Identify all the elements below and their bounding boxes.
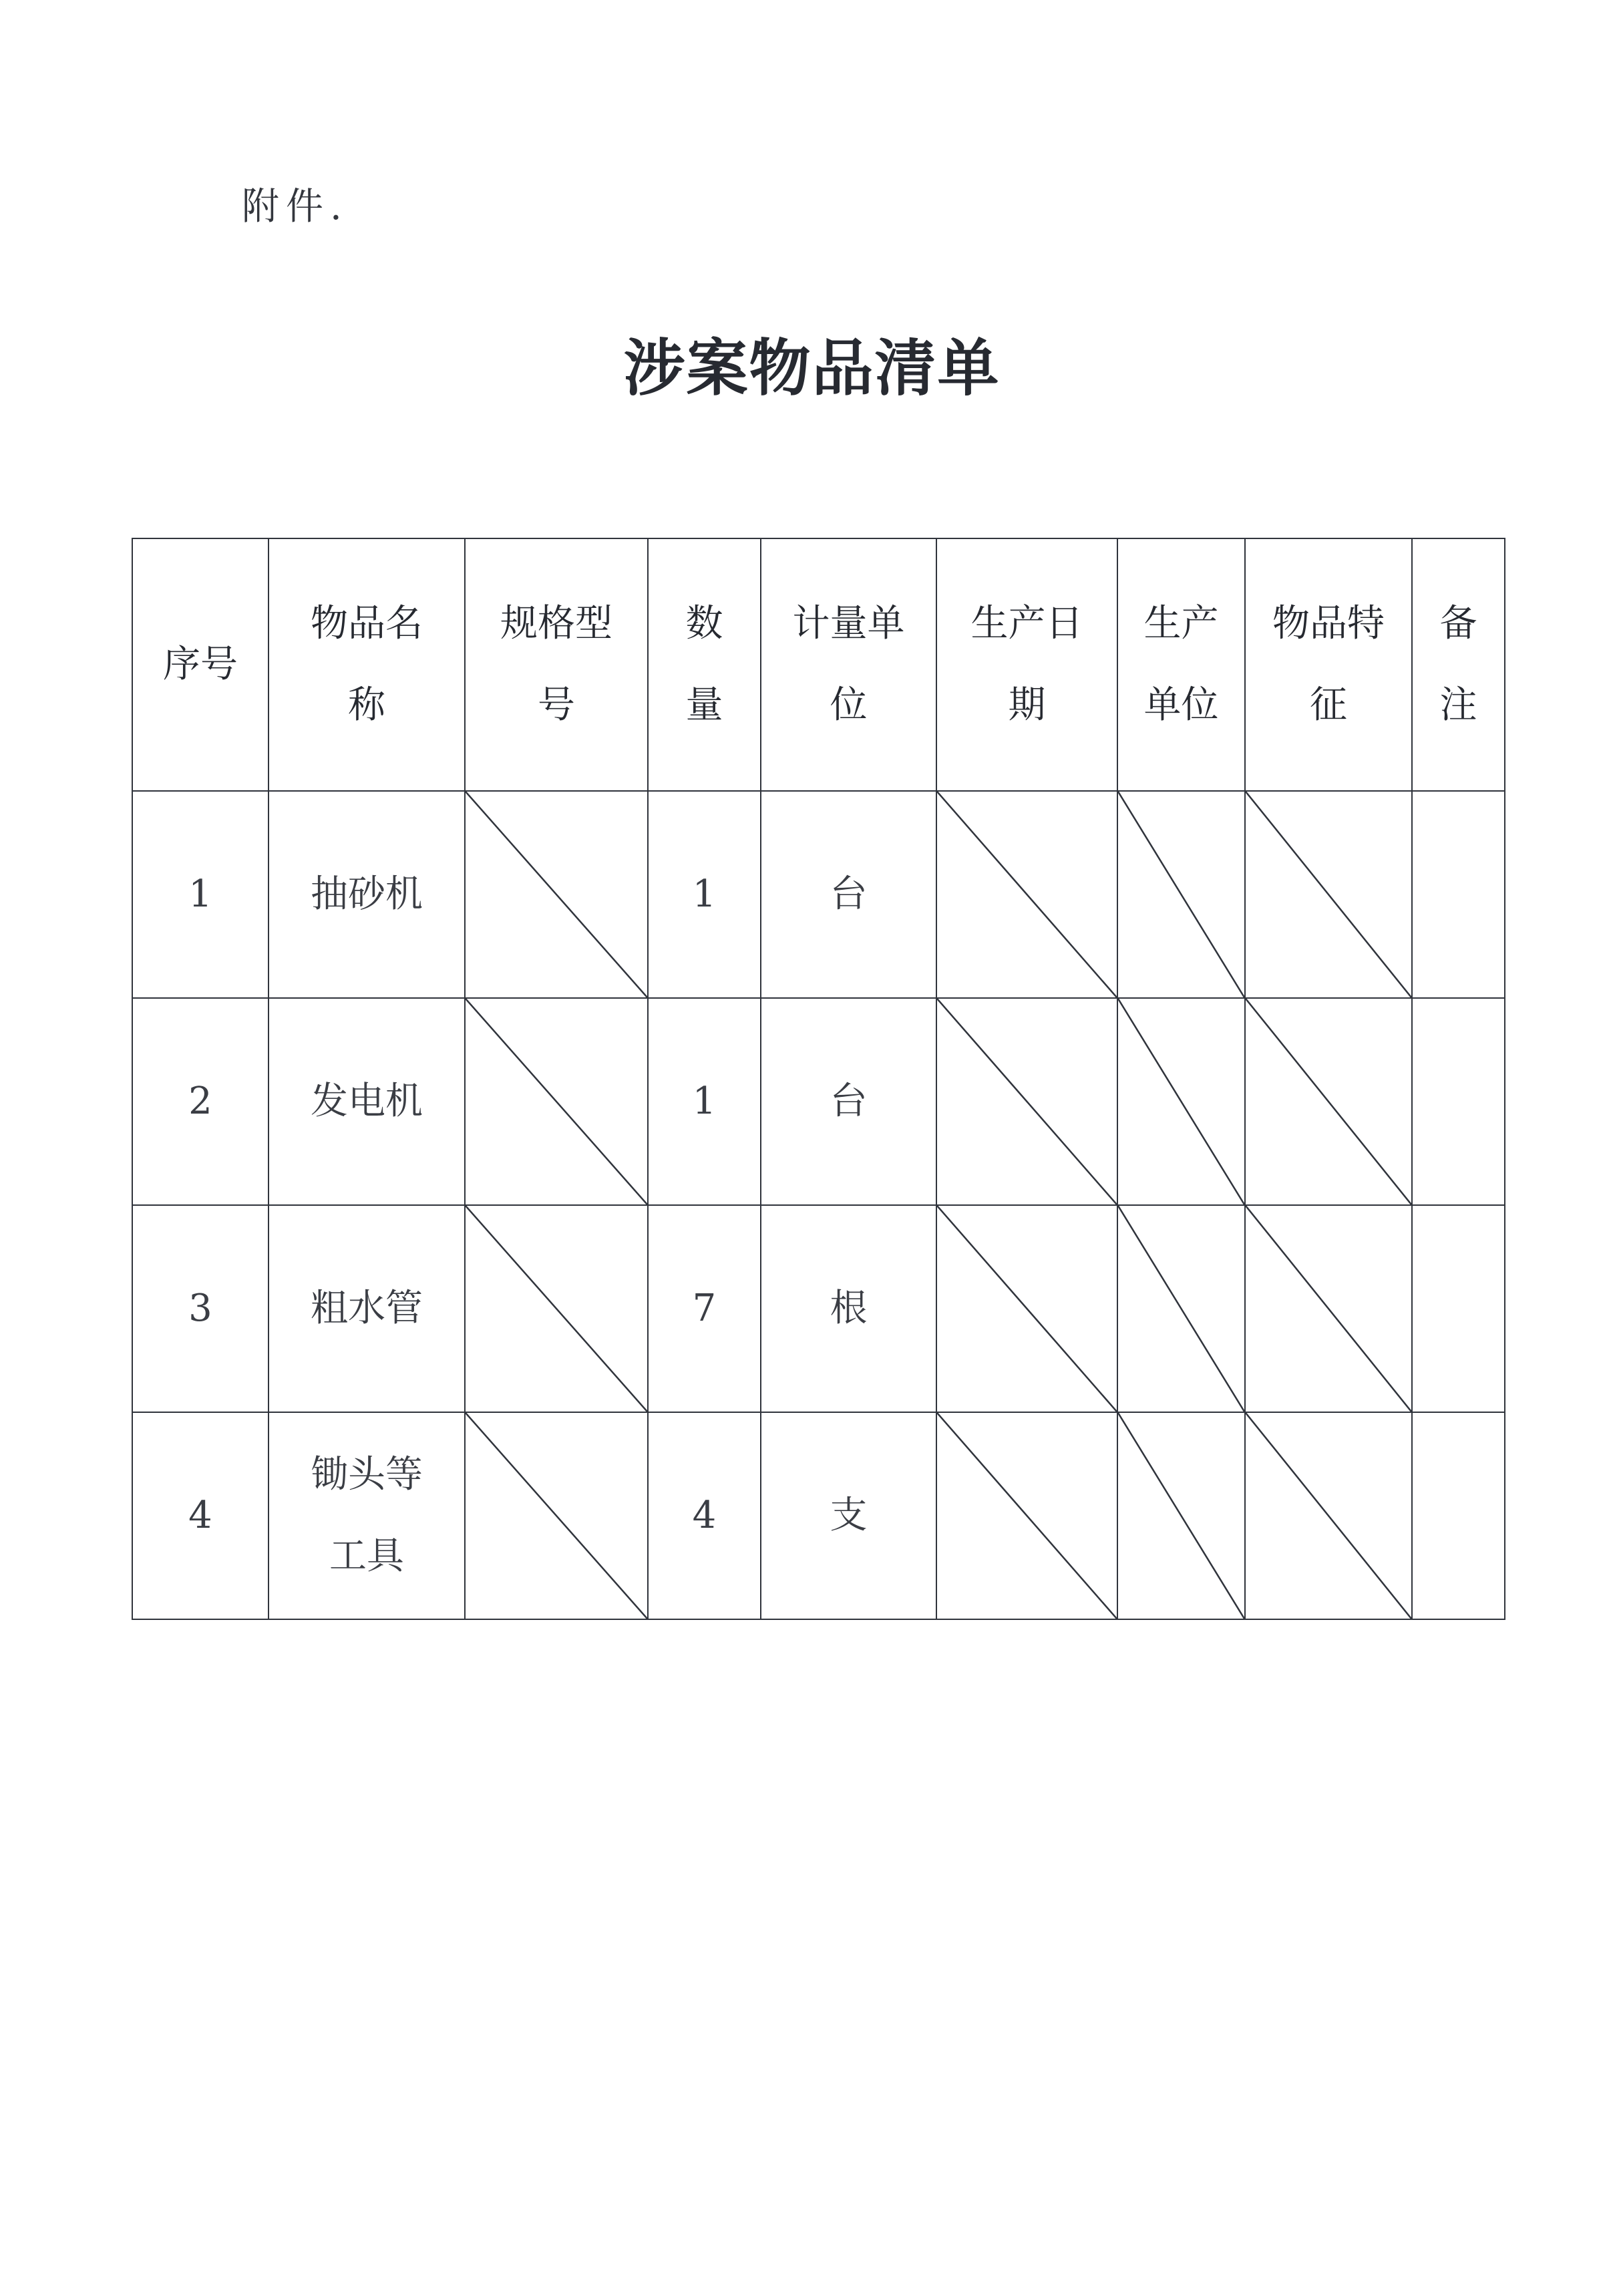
diagonal-strike-icon <box>1118 1413 1244 1619</box>
cell-remarks <box>1412 1412 1505 1619</box>
diagonal-strike-icon <box>1246 792 1411 997</box>
cell-name: 发电机 <box>269 998 465 1205</box>
diagonal-strike-icon <box>1118 792 1244 997</box>
cell-remarks <box>1412 998 1505 1205</box>
cell-seq: 4 <box>132 1412 269 1619</box>
items-table-container <box>132 538 1504 1619</box>
diagonal-strike-icon <box>1246 1413 1411 1619</box>
cell-unit: 支 <box>761 1412 936 1619</box>
table-header-row <box>132 538 1505 791</box>
cell-prod-date-struck <box>936 791 1117 998</box>
cell-manufacturer-struck <box>1117 998 1245 1205</box>
diagonal-strike-icon <box>937 1413 1117 1619</box>
seized-items-table <box>132 538 1505 1620</box>
cell-qty: 1 <box>648 791 761 998</box>
diagonal-strike-icon <box>1118 999 1244 1204</box>
cell-manufacturer-struck <box>1117 791 1245 998</box>
cell-spec-struck <box>465 791 648 998</box>
cell-prod-date-struck <box>936 1412 1117 1619</box>
cell-qty: 7 <box>648 1205 761 1412</box>
document-title: 涉案物品清单 <box>623 332 1001 404</box>
diagonal-strike-icon <box>1246 999 1411 1204</box>
cell-manufacturer-struck <box>1117 1412 1245 1619</box>
diagonal-strike-icon <box>466 792 647 997</box>
diagonal-strike-icon <box>1246 1206 1411 1412</box>
cell-spec-struck <box>465 1205 648 1412</box>
cell-name: 锄头等工具 <box>269 1412 465 1619</box>
cell-features-struck <box>1245 791 1412 998</box>
cell-remarks <box>1412 791 1505 998</box>
cell-name: 抽砂机 <box>269 791 465 998</box>
header-manufacturer: 生产单位 <box>1117 538 1245 791</box>
cell-features-struck <box>1245 1412 1412 1619</box>
cell-unit: 台 <box>761 791 936 998</box>
table-row <box>132 1412 1505 1619</box>
header-features: 物品特征 <box>1245 538 1412 791</box>
cell-features-struck <box>1245 998 1412 1205</box>
diagonal-strike-icon <box>466 999 647 1204</box>
cell-spec-struck <box>465 998 648 1205</box>
header-unit: 计量单位 <box>761 538 936 791</box>
header-name: 物品名称 <box>269 538 465 791</box>
cell-features-struck <box>1245 1205 1412 1412</box>
diagonal-strike-icon <box>937 792 1117 997</box>
header-remarks: 备注 <box>1412 538 1505 791</box>
cell-remarks <box>1412 1205 1505 1412</box>
attachment-label: 附件. <box>242 185 349 228</box>
cell-unit: 根 <box>761 1205 936 1412</box>
table-row <box>132 791 1505 998</box>
cell-spec-struck <box>465 1412 648 1619</box>
cell-seq: 3 <box>132 1205 269 1412</box>
table-row <box>132 1205 1505 1412</box>
diagonal-strike-icon <box>466 1413 647 1619</box>
header-seq: 序号 <box>132 538 269 791</box>
cell-seq: 2 <box>132 998 269 1205</box>
cell-qty: 4 <box>648 1412 761 1619</box>
cell-prod-date-struck <box>936 998 1117 1205</box>
cell-qty: 1 <box>648 998 761 1205</box>
cell-unit: 台 <box>761 998 936 1205</box>
table-row <box>132 998 1505 1205</box>
cell-manufacturer-struck <box>1117 1205 1245 1412</box>
cell-name: 粗水管 <box>269 1205 465 1412</box>
diagonal-strike-icon <box>937 999 1117 1204</box>
header-spec: 规格型号 <box>465 538 648 791</box>
cell-prod-date-struck <box>936 1205 1117 1412</box>
diagonal-strike-icon <box>466 1206 647 1412</box>
header-prod-date: 生产日期 <box>936 538 1117 791</box>
header-qty: 数量 <box>648 538 761 791</box>
diagonal-strike-icon <box>937 1206 1117 1412</box>
diagonal-strike-icon <box>1118 1206 1244 1412</box>
cell-seq: 1 <box>132 791 269 998</box>
